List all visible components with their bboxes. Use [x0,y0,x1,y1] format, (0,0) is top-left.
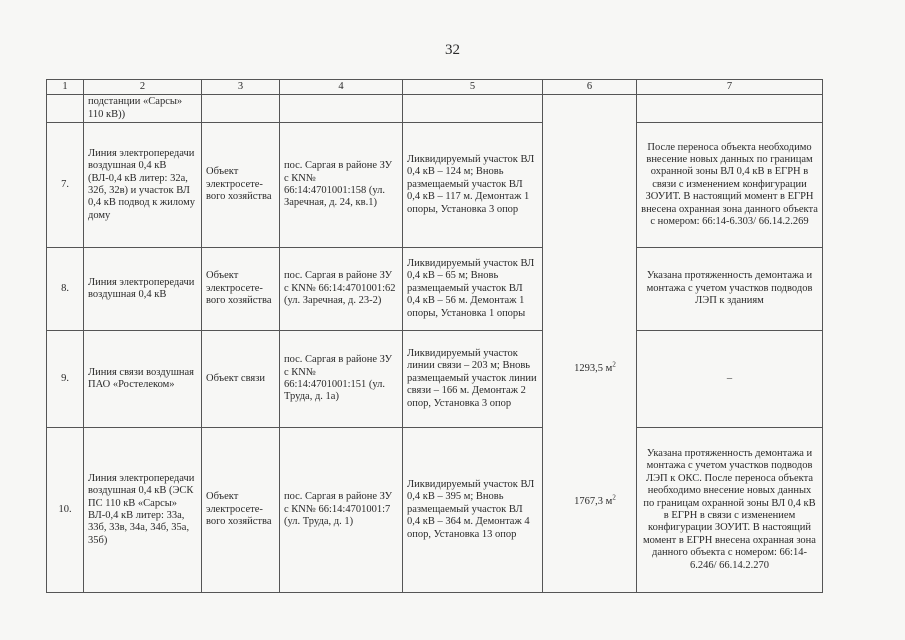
area-value-text: 1293,5 м [574,363,613,374]
row-number: 10. [47,428,84,593]
object-location: пос. Саргая в районе ЗУ с КN№ 66:14:4701001:62 (ул. Заречная, д. 23-2) [280,248,403,331]
object-note: После переноса объекта необходимо внесение новых данных по границам охранной зоны ВЛ 0,4 кВ в ЕГРН в связи с изменением конфигурации ЗОУИТ. В настоящий момент в ЕГРН внесена охранная зона данного объекта с номером: 66:14-6.303/ 66.14.2.269 [637,123,823,248]
object-name: Линия связи воздушная ПАО «Ростелеком» [84,331,202,428]
cont-name: подстанции «Сарсы» 110 кВ)) [84,95,202,123]
row-number: 9. [47,331,84,428]
object-note: – [637,331,823,428]
object-location: пос. Саргая в районе ЗУ с КN№ 66:14:4701001:158 (ул. Заречная, д. 24, кв.1) [280,123,403,248]
objects-table [46,79,823,593]
object-type: Объект электросете-вого хозяйства [202,123,280,248]
object-works: Ликвидируемый участок ВЛ 0,4 кВ – 124 м; Вновь размещаемый участок ВЛ 0,4 кВ – 117 м. Демонтаж 1 опоры, Установка 3 опор [403,123,543,248]
area-cell-merged [543,95,637,593]
table-row [47,428,823,593]
page-number: 32 [445,42,460,58]
table-row [47,248,823,331]
header-row [47,80,823,95]
object-name: Линия электропередачи воздушная 0,4 кВ (ВЛ-0,4 кВ литер: 32а, 32б, 32в) и участок ВЛ 0,4 кВ подвод к жилому дому [84,123,202,248]
table-row [47,123,823,248]
header-col-6: 6 [543,80,637,95]
area-value-row-10 [548,493,642,507]
object-type: Объект электросете-вого хозяйства [202,248,280,331]
object-note: Указана протяженность демонтажа и монтажа с учетом участков подводов ЛЭП к ОКС. После переноса объекта необходимо внесение новых данных по границам охранной зоны ВЛ 0,4 кВ в ЕГРН в связи с изменением конфигурации ЗОУИТ. В настоящий момент в ЕГРН внесена охранная зона данного объекта с номером: 66:14-6.246/ 66.14.2.270 [637,428,823,593]
object-location: пос. Саргая в районе ЗУ с КN№ 66:14:4701001:7 (ул. Труда, д. 1) [280,428,403,593]
cont-num [47,95,84,123]
object-name: Линия электропередачи воздушная 0,4 кВ [84,248,202,331]
area-value-text: 1767,3 м [574,496,613,507]
row-number: 8. [47,248,84,331]
object-works: Ликвидируемый участок ВЛ 0,4 кВ – 395 м; Вновь размещаемый участок ВЛ 0,4 кВ – 364 м. Демонтаж 4 опор, Установка 13 опор [403,428,543,593]
cont-type [202,95,280,123]
header-col-4: 4 [280,80,403,95]
table-row [47,331,823,428]
row-number: 7. [47,123,84,248]
cont-note [637,95,823,123]
header-col-3: 3 [202,80,280,95]
header-col-2: 2 [84,80,202,95]
header-col-7: 7 [637,80,823,95]
area-unit-sup: 2 [612,360,616,369]
area-value-row-9 [548,360,642,374]
object-type: Объект электросете-вого хозяйства [202,428,280,593]
header-col-1: 1 [47,80,84,95]
cont-location [280,95,403,123]
object-location: пос. Саргая в районе ЗУ с КN№ 66:14:4701001:151 (ул. Труда, д. 1а) [280,331,403,428]
object-works: Ликвидируемый участок ВЛ 0,4 кВ – 65 м; Вновь размещаемый участок ВЛ 0,4 кВ – 56 м. Демонтаж 1 опоры, Установка 1 опоры [403,248,543,331]
object-name: Линия электропередачи воздушная 0,4 кВ (ЭСК ПС 110 кВ «Сарсы» ВЛ-0,4 кВ литер: 33а, 33б, 33в, 34а, 34б, 35а, 35б) [84,428,202,593]
continuation-row [47,95,823,123]
object-type: Объект связи [202,331,280,428]
object-note: Указана протяженность демонтажа и монтажа с учетом участков подводов ЛЭП к зданиям [637,248,823,331]
cont-works [403,95,543,123]
object-works: Ликвидируемый участок линии связи – 203 м; Вновь размещаемый участок линии связи – 166 м. Демонтаж 2 опор, Установка 3 опор [403,331,543,428]
area-unit-sup: 2 [612,493,616,502]
header-col-5: 5 [403,80,543,95]
